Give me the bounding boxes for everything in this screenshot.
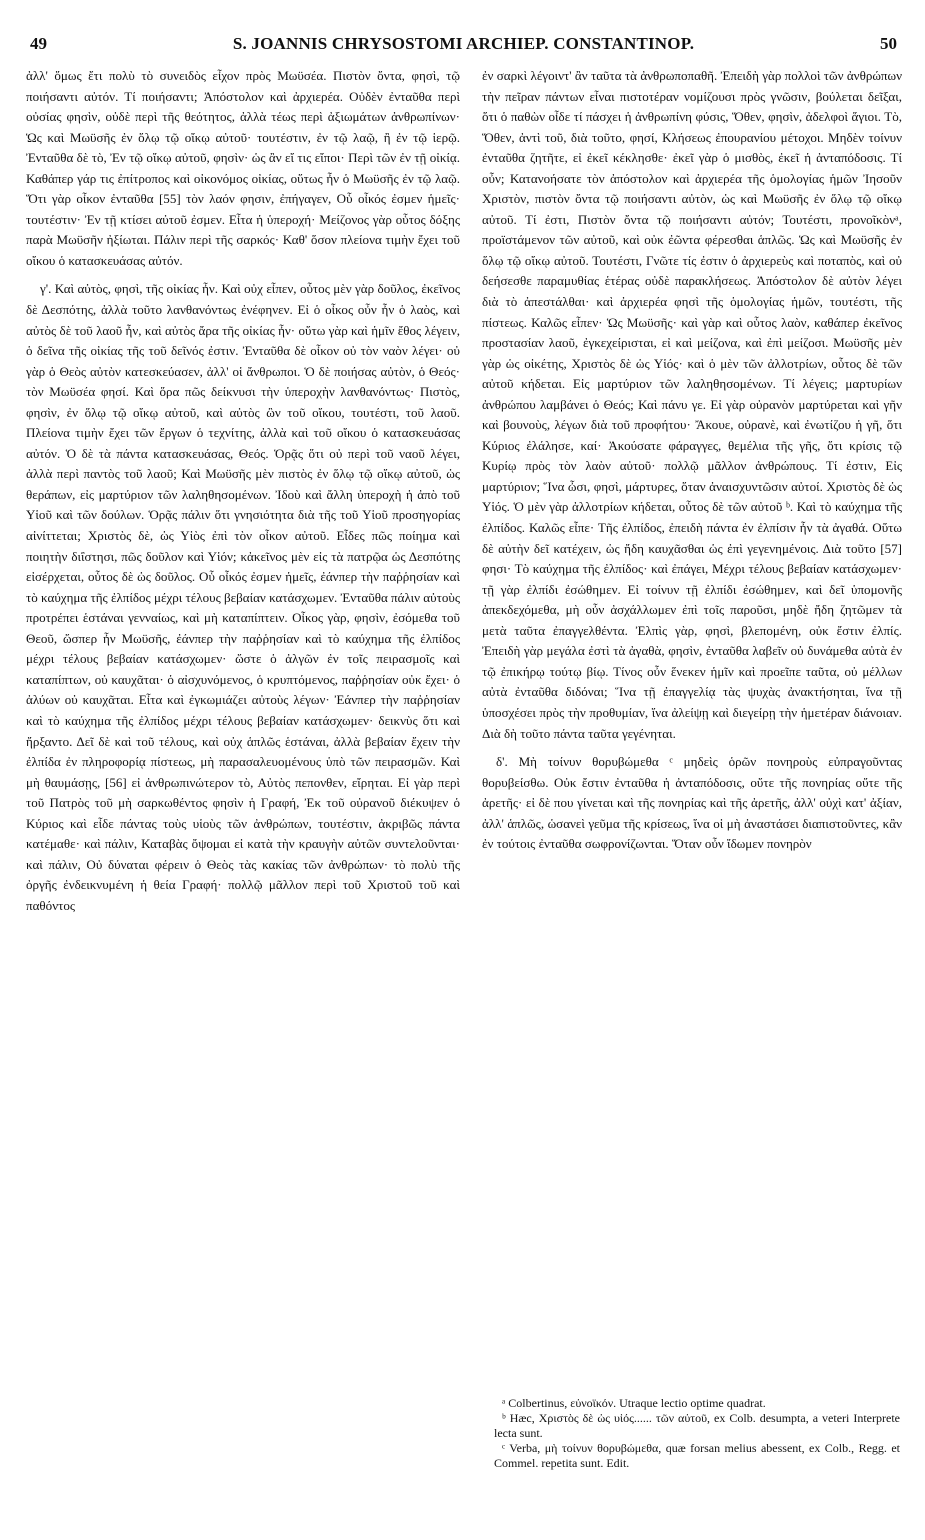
footnote: ᶜ Verba, μὴ τοίνυν θορυβώμεθα, quæ forsan melius abessent, ex Colb., Regg. et Commel. repetita sunt. Edit.	[494, 1441, 900, 1470]
footnote: ᵃ Colbertinus, εὐνοϊκόν. Utraque lectio optime quadrat.	[502, 1396, 766, 1410]
paragraph: δ'. Μὴ τοίνυν θορυβώμεθα ᶜ μηδεὶς ὁρῶν πονηροὺς εὐπραγοῦντας θορυβείσθω. Οὐκ ἔστιν ἐνταῦθα ἡ ἀνταπόδοσις, οὔτε τῆς πονηρίας οὔτε τῆς ἀρετῆς· εἰ δὲ που γίνεται καὶ τῆς πονηρίας καὶ τῆς ἀρετῆς, ἀλλ' οὐχὶ κατ' ἀξίαν, ἀλλ' ἁπλῶς, ὡσανεὶ γεῦμα τῆς κρίσεως, ἵνα οἱ μὴ ἀναστάσει διαπιστοῦντες, κἂν ἐν τούτοις ἐνταῦθα σωφρονίζωνται. Ὅταν οὖν ἴδωμεν πονηρὸν	[482, 754, 902, 852]
running-header	[30, 34, 897, 58]
footnotes	[494, 1396, 900, 1471]
page-number-left: 49	[30, 34, 47, 53]
paragraph: γ'. Καὶ αὐτὸς, φησὶ, τῆς οἰκίας ἦν. Καὶ οὐχ εἶπεν, οὗτος μὲν γὰρ δοῦλος, ἐκεῖνος δὲ Δεσπότης, ἀλλὰ τοῦτο λανθανόντως ἐνέφηνεν. Εἰ ὁ οἶκος οὖν ἦν ὁ λαὸς, καὶ αὐτὸς δὲ τοῦ λαοῦ ἦν, καὶ αὐτὸς ἄρα τῆς οἰκίας ἦν· οὕτω γὰρ καὶ ἡμῖν ἔθος λέγειν, ὁ δεῖνα τῆς οἰκίας τῆς τοῦ δεῖνός ἐστιν. Ἐνταῦθα δὲ οἶκον οὐ τὸν ναὸν λέγει· οὐ γὰρ ὁ Θεὸς αὐτὸν κατεσκεύασεν, ἀλλ' οἱ ἄνθρωποι. Ὁ δὲ ποιήσας αὐτὸν, ὁ Θεός· τὸν Μωϋσέα φησί. Καὶ ὅρα πῶς δείκνυσι τὴν ὑπεροχὴν λανθανόντως· Πιστὸς, φησὶν, ἐν ὅλῳ τῷ οἴκῳ αὐτοῦ, καὶ αὐτὸς ὢν τοῦ οἴκου, τουτέστι, τοῦ λαοῦ. Πλείονα τιμὴν ἔχει τῶν ἔργων ὁ τεχνίτης, ἀλλὰ καὶ τοῦ οἴκου ὁ κατασκευάσας αὐτόν. Ὁ δὲ τὰ πάντα κατασκευάσας, Θεός. Ὁρᾷς ὅτι οὐ περὶ τοῦ ναοῦ λέγει, ἀλλὰ περὶ παντὸς τοῦ λαοῦ; Καὶ Μωϋσῆς μὲν πιστὸς ἐν ὅλῳ τῷ οἴκῳ αὐτοῦ, ὡς θεράπων, εἰς μαρτύριον τῶν λαληθησομένων. Ἰδοὺ καὶ ἄλλη ὑπεροχὴ ἡ ἀπὸ τοῦ Υἱοῦ καὶ τῶν δούλων. Ὁρᾷς πάλιν ὅτι γνησιότητα διὰ τῆς τοῦ Υἱοῦ προσηγορίας αἰνίττεται; Χριστὸς δὲ, ὡς Υἱὸς ἐπὶ τὸν οἶκον αὐτοῦ. Εἶδες πῶς ποίημα καὶ ποιητὴν διΐστησι, πῶς δοῦλον καὶ Υἱόν; κἀκεῖνος μὲν εἰς τὰ πατρῷα ὡς Δεσπότης εἰσέρχεται, οὗτος δὲ ὡς δοῦλος. Οὗ οἶκός ἐσμεν ἡμεῖς, ἐάνπερ τὴν παῤῥησίαν καὶ τὸ καύχημα τῆς ἐλπίδος μέχρι τέλους βεβαίαν κατάσχωμεν. Ἐνταῦθα πάλιν αὐτοὺς προτρέπει ἑστάναι γενναίως, καὶ μὴ καταπίπτειν. Οἶκος γὰρ, φησὶν, ἐσόμεθα τοῦ Θεοῦ, ὥσπερ ἦν Μωϋσῆς, ἐάνπερ τὴν παῤῥησίαν καὶ τὸ καύχημα τῆς ἐλπίδος μέχρι τέλους βεβαίαν κατάσχωμεν· ὥστε ὁ ἀλγῶν ἐν τοῖς πειρασμοῖς καὶ καταπίπτων, οὐ καυχᾶται· ὁ αἰσχυνόμενος, ὁ κρυπτόμενος, παῤῥησίαν οὐκ ἔχει· ὁ ἀλύων οὐ καυχᾶται. Εἶτα καὶ ἐγκωμιάζει αὐτοὺς λέγων· Ἐάνπερ τὴν παῤῥησίαν καὶ τὸ καύχημα τῆς ἐλπίδος μέχρι τέλους βεβαίαν κατάσχωμεν· δεικνὺς ὅτι καὶ ἤρξαντο. Δεῖ δὲ καὶ τοῦ τέλους, καὶ οὐχ ἁπλῶς ἑστάναι, ἀλλὰ βεβαίαν ἔχειν τὴν ἐλπίδα ἐν πληροφορίᾳ πίστεως, μὴ παρασαλευομένους ὑπὸ τῶν πειρασμῶν. Καὶ μὴ θαυμάσῃς, [56] εἰ ἀνθρωπινώτερον τὸ, Αὐτὸς πεπονθεν, εἴρηται. Εἰ γὰρ περὶ τοῦ Πατρὸς τοῦ μὴ σαρκωθέντος φησὶν ἡ Γραφή, Ἐκ τοῦ οὐρανοῦ διέκυψεν ὁ Κύριος καὶ εἶδε πάντας τοὺς υἱοὺς τῶν ἀνθρώπων, τουτέστιν, ἀκριβῶς πάντα κατέμαθε· καὶ πάλιν, Καταβὰς ὄψομαι εἰ κατὰ τὴν κραυγὴν αὐτῶν συντελοῦνται· καὶ πάλιν, Οὐ δύναται φέρειν ὁ Θεὸς τὰς κακίας τῶν ἀνθρώπων· τὸ πολὺ τῆς ὀργῆς ἐνδεικνυμένη ἡ θεία Γραφή· πολλῷ μᾶλλον περὶ τοῦ Χριστοῦ τοῦ καὶ παθόντος	[26, 281, 460, 913]
paragraph: ἀλλ' ὅμως ἔτι πολὺ τὸ συνειδὸς εἶχον πρὸς Μωϋσέα. Πιστὸν ὄντα, φησὶ, τῷ ποιήσαντι αὐτόν. Τί ποιήσαντι; Ἀπόστολον καὶ ἀρχιερέα. Οὐδὲν ἐνταῦθα περὶ οὐσίας φησὶν, οὐδὲ περὶ τῆς θεότητος, ἀλλὰ τέως περὶ ἀξιωμάτων ἀνθρωπίνων· Ὡς καὶ Μωϋσῆς ἐν ὅλῳ τῷ οἴκῳ αὐτοῦ· τουτέστιν, ἐν τῷ λαῷ, ἢ ἐν τῷ ἱερῷ. Ἐνταῦθα δὲ τὸ, Ἐν τῷ οἴκῳ αὐτοῦ, φησὶν· ὡς ἂν εἴ τις εἴποι· Περὶ τῶν ἐν τῇ οἰκίᾳ. Καθάπερ γάρ τις ἐπίτροπος καὶ οἰκονόμος οἰκίας, οὕτως ἦν ὁ Μωϋσῆς ἐν τῷ λαῷ. Ὅτι γὰρ οἶκον ἐνταῦθα [55] τὸν λαόν φησιν, ἐπήγαγεν, Οὗ οἶκός ἐσμεν ἡμεῖς· τουτέστιν· Ἐν τῇ κτίσει αὐτοῦ ἐσμεν. Εἶτα ἡ ὑπεροχή· Μείζονος γὰρ οὗτος δόξης παρὰ Μωϋσῆν ἠξίωται. Πάλιν περὶ τῆς σαρκός· Καθ' ὅσον πλείονα τιμὴν ἔχει τοῦ οἴκου ὁ κατασκευάσας αὐτόν.	[26, 68, 460, 268]
right-column	[482, 66, 902, 855]
paragraph: ἐν σαρκὶ λέγοιντ' ἂν ταῦτα τὰ ἀνθρωποπαθῆ. Ἐπειδὴ γὰρ πολλοὶ τῶν ἀνθρώπων τὴν πεῖραν πάντων εἶναι πιστοτέραν νομίζουσι πρὸς γνῶσιν, βούλεται δεῖξαι, ὅτι ὁ παθὼν οἶδε τί πάσχει ἡ ἀνθρωπίνη φύσις, Ὅθεν, φησὶν, ἀδελφοὶ ἅγιοι. Τὸ, Ὅθεν, ἀντὶ τοῦ, διὰ τοῦτο, φησί, Κλήσεως ἐπουρανίου μέτοχοι. Μηδὲν τοίνυν ἐνταῦθα ζητῆτε, εἰ ἐκεῖ κέκλησθε· ἐκεῖ γὰρ ὁ μισθὸς, ἐκεῖ ἡ ἀνταπόδοσις. Τί οὖν; Κατανοήσατε τὸν ἀπόστολον καὶ ἀρχιερέα τῆς ὁμολογίας ἡμῶν Ἰησοῦν Χριστὸν, πιστὸν ὄντα τῷ ποιήσαντι αὐτὸν, ὡς καὶ Μωϋσῆς ἐν ὅλῳ τῷ οἴκῳ αὐτοῦ. Τί ἐστι, Πιστὸν ὄντα τῷ ποιήσαντι αὐτόν; Τουτέστι, προνοῖκὸνᵃ, προϊστάμενον τῶν αὐτοῦ, καὶ οὐκ ἐῶντα φέρεσθαι ἁπλῶς. Ὡς καὶ Μωϋσῆς ἐν ὅλῳ τῷ οἴκῳ αὐτοῦ. Τουτέστι, Γνῶτε τίς ἐστιν ὁ ἀρχιερεὺς καὶ ποταπὸς, καὶ οὐ δεήσεσθε παραμυθίας ἑτέρας οὐδὲ παρακλήσεως. Ἀπόστολον δὲ αὐτὸν λέγει διὰ τὸ ἀπεστάλθαι· καὶ ἀρχιερέα φησὶ τῆς ὁμολογίας ἡμῶν, τουτέστι, τῆς πίστεως. Καλῶς εἶπεν· Ὡς Μωϋσῆς· καὶ γὰρ καὶ οὗτος λαὸν, καθάπερ ἐκεῖνος προστασίαν λαοῦ, ἐγκεχείρισται, εἰ καὶ μείζονα, καὶ ἐπὶ μείζοσι. Μωϋσῆς μὲν γὰρ ὡς οἰκέτης, Χριστὸς δὲ ὡς Υἱός· καὶ ὁ μὲν τῶν ἀλλοτρίων, οὗτος δὲ τῶν αὐτοῦ κήδεται. Εἰς μαρτύριον τῶν λαληθησομένων. Τί λέγεις; μαρτυρίων ἀνθρώπου λαμβάνει ὁ Θεός; Καὶ πάνυ γε. Εἰ γὰρ οὐρανὸν μαρτύρεται καὶ γῆν καὶ βουνοὺς, λέγων διὰ τοῦ προφήτου· Ἄκουε, οὐρανὲ, καὶ ἐνωτίζου ἡ γῆ, ὅτι Κύριος ἐλάλησε, καί· Ἀκούσατε φάραγγες, θεμέλια τῆς γῆς, ὅτι κρίσις τῷ Κυρίῳ πρὸς τὸν λαὸν αὐτοῦ· πολλῷ μᾶλλον ἀνθρώπους. Τί ἐστιν, Εἰς μαρτύριον; Ἵνα ὦσι, φησὶ, μάρτυρες, ὅταν ἀναισχυντῶσιν αὐτοί. Χριστὸς δὲ ὡς Υἱός. Ὁ μὲν γὰρ ἀλλοτρίων κήδεται, οὗτος δὲ τῶν αὐτοῦ ᵇ. Καὶ τὸ καύχημα τῆς ἐλπίδος. Καλῶς εἶπε· Τῆς ἐλπίδος, ἐπειδὴ πάντα ἐν ἐλπίσιν ἦν τὰ ἀγαθά. Οὕτω δὲ αὐτὴν δεῖ κατέχειν, ὡς ἤδη καυχᾶσθαι ὡς ἐπὶ γεγενημένοις. Διὰ τοῦτο [57] φησι· Τὸ καύχημα τῆς ἐλπίδος· καὶ ἐπάγει, Μέχρι τέλους βεβαίαν κατάσχωμεν· τῇ γὰρ ἐλπίδι ἐσώθημεν. Εἰ τοίνυν τῇ ἐλπίδι ἐσώθημεν, καὶ δεῖ ὑπομονῆς ἀπεκδεχόμεθα, μὴ οὖν ἀσχάλλωμεν ἐπὶ τοῖς παροῦσι, μηδὲ ἤδη ζητῶμεν τὰ μετὰ ταῦτα ἐπαγγελθέντα. Ἐλπὶς γὰρ, φησὶ, βλεπομένη, οὐκ ἔστιν ἐλπίς. Ἐπειδὴ γὰρ μεγάλα ἐστὶ τὰ ἀγαθὰ, φησὶν, ἐνταῦθα λαβεῖν οὐ δυνάμεθα αὐτὰ ἐν τῷ ἐπικήρῳ τούτῳ βίῳ. Τίνος οὖν ἕνεκεν ἡμῖν καὶ προεῖπε ταῦτα, οὐ μέλλων αὐτὰ ἐνταῦθα διδόναι; Ἵνα τῇ ἐπαγγελίᾳ τὰς ψυχὰς ἀνακτήσηται, ἵνα τῇ ὑποσχέσει πρὸς τὴν προθυμίαν, ἵνα ἀλείψῃ καὶ διεγείρῃ τὴν ἡμετέραν διάνοιαν. Διὰ δὴ τοῦτο πάντα ταῦτα γεγένηται.	[482, 68, 902, 741]
page-number-right: 50	[880, 34, 897, 53]
footnote: ᵇ Hæc, Χριστὸς δὲ ὡς υἱός...... τῶν αὐτοῦ, ex Colb. desumpta, a veteri Interprete lecta sunt.	[494, 1411, 900, 1440]
left-column	[26, 66, 460, 916]
running-title: S. JOANNIS CHRYSOSTOMI ARCHIEP. CONSTANTINOP.	[232, 34, 695, 53]
